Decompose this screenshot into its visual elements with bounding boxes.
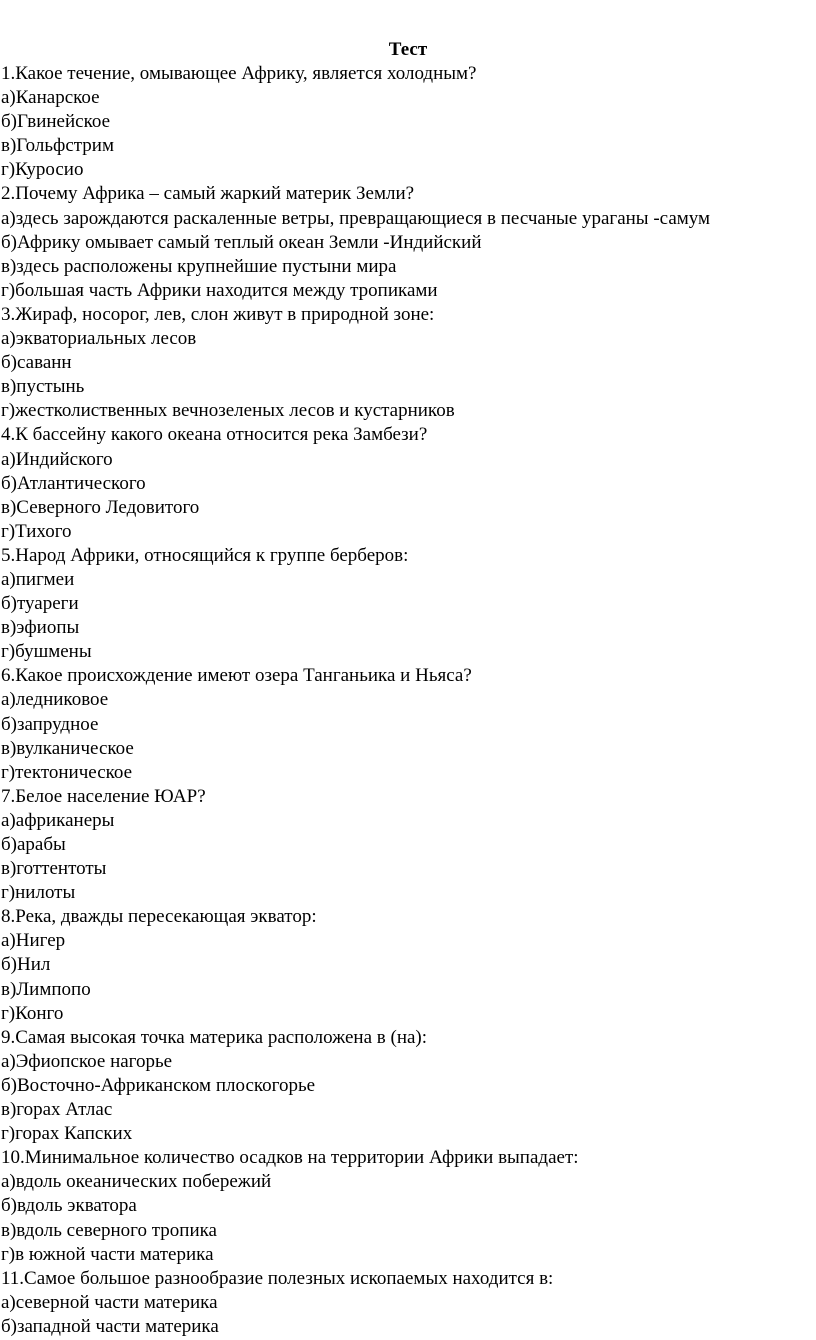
answer-option: в)эфиопы	[1, 617, 80, 639]
answer-option: б)саванн	[1, 352, 72, 374]
answer-option: а)экваториальных лесов	[1, 328, 197, 350]
question-text: 5.Народ Африки, относящийся к группе берберов:	[1, 544, 409, 566]
answer-option: а)африканеры	[1, 809, 115, 831]
answer-option: в)Гольфстрим	[1, 135, 114, 157]
question-list	[0, 62, 816, 1339]
answer-option: в)пустынь	[1, 376, 85, 398]
question-text: 4.К бассейну какого океана относится река Замбези?	[1, 424, 428, 446]
question-text: 9.Самая высокая точка материка расположена в (на):	[1, 1026, 428, 1048]
question-text: 1.Какое течение, омывающее Африку, является холодным?	[1, 63, 477, 84]
answer-option: б)Восточно-Африканском плоскогорье	[1, 1074, 316, 1096]
answer-option: б)Гвинейское	[1, 111, 111, 133]
question-text: 6.Какое происхождение имеют озера Танганьика и Ньяса?	[1, 665, 472, 687]
answer-option: г)в южной части материка	[1, 1243, 214, 1265]
answer-option: а)Канарское	[1, 87, 100, 109]
answer-option: а)вдоль океанических побережий	[1, 1171, 272, 1193]
answer-option: г)тектоническое	[1, 761, 133, 783]
answer-option: г)Тихого	[1, 520, 72, 542]
page-title: Тест	[388, 39, 428, 60]
answer-option: г)Конго	[1, 1002, 64, 1024]
answer-option: б)Атлантического	[1, 472, 146, 494]
answer-option: а)ледниковое	[1, 689, 109, 711]
answer-option: г)бушмены	[1, 641, 92, 663]
answer-option: г)нилоты	[1, 882, 76, 904]
question-text: 2.Почему Африка – самый жаркий материк Земли?	[1, 183, 415, 205]
answer-option: а)пигмеи	[1, 568, 75, 590]
answer-option: б)туареги	[1, 593, 79, 615]
question-text: 11.Самое большое разнообразие полезных ископаемых находится в:	[1, 1267, 554, 1289]
answer-option: г)большая часть Африки находится между тропиками	[1, 279, 438, 301]
answer-option: в)Северного Ледовитого	[1, 496, 200, 518]
answer-option: г)Куросио	[1, 159, 84, 181]
question-text: 7.Белое население ЮАР?	[1, 785, 206, 807]
answer-option: в)готтентоты	[1, 858, 107, 880]
answer-option: а)Индийского	[1, 448, 113, 470]
answer-option: б)запрудное	[1, 713, 99, 735]
answer-option: а)северной части материка	[1, 1291, 218, 1313]
answer-option: в)горах Атлас	[1, 1099, 113, 1121]
document-page	[0, 38, 816, 1339]
answer-option: б)западной части материка	[1, 1315, 219, 1337]
question-text: 10.Минимальное количество осадков на территории Африки выпадает:	[1, 1147, 579, 1169]
answer-option: а)Эфиопское нагорье	[1, 1050, 173, 1072]
answer-option: б)Нил	[1, 954, 51, 976]
question-text: 3.Жираф, носорог, лев, слон живут в природной зоне:	[1, 303, 435, 325]
answer-option: а)Нигер	[1, 930, 66, 952]
answer-option: г)жестколиственных вечнозеленых лесов и кустарников	[1, 400, 455, 422]
answer-option: в)Лимпопо	[1, 978, 91, 1000]
answer-option: в)вдоль северного тропика	[1, 1219, 217, 1241]
answer-option: б)арабы	[1, 834, 66, 855]
question-text: 8.Река, дважды пересекающая экватор:	[1, 906, 317, 928]
answer-option: б)Африку омывает самый теплый океан Земли -Индийский	[1, 231, 482, 253]
answer-option: а)здесь зарождаются раскаленные ветры, превращающиеся в песчаные ураганы -самум	[1, 207, 711, 229]
answer-option: в)вулканическое	[1, 737, 134, 759]
answer-option: в)здесь расположены крупнейшие пустыни мира	[1, 255, 397, 277]
answer-option: б)вдоль экватора	[1, 1195, 137, 1217]
answer-option: г)горах Капских	[1, 1123, 133, 1145]
